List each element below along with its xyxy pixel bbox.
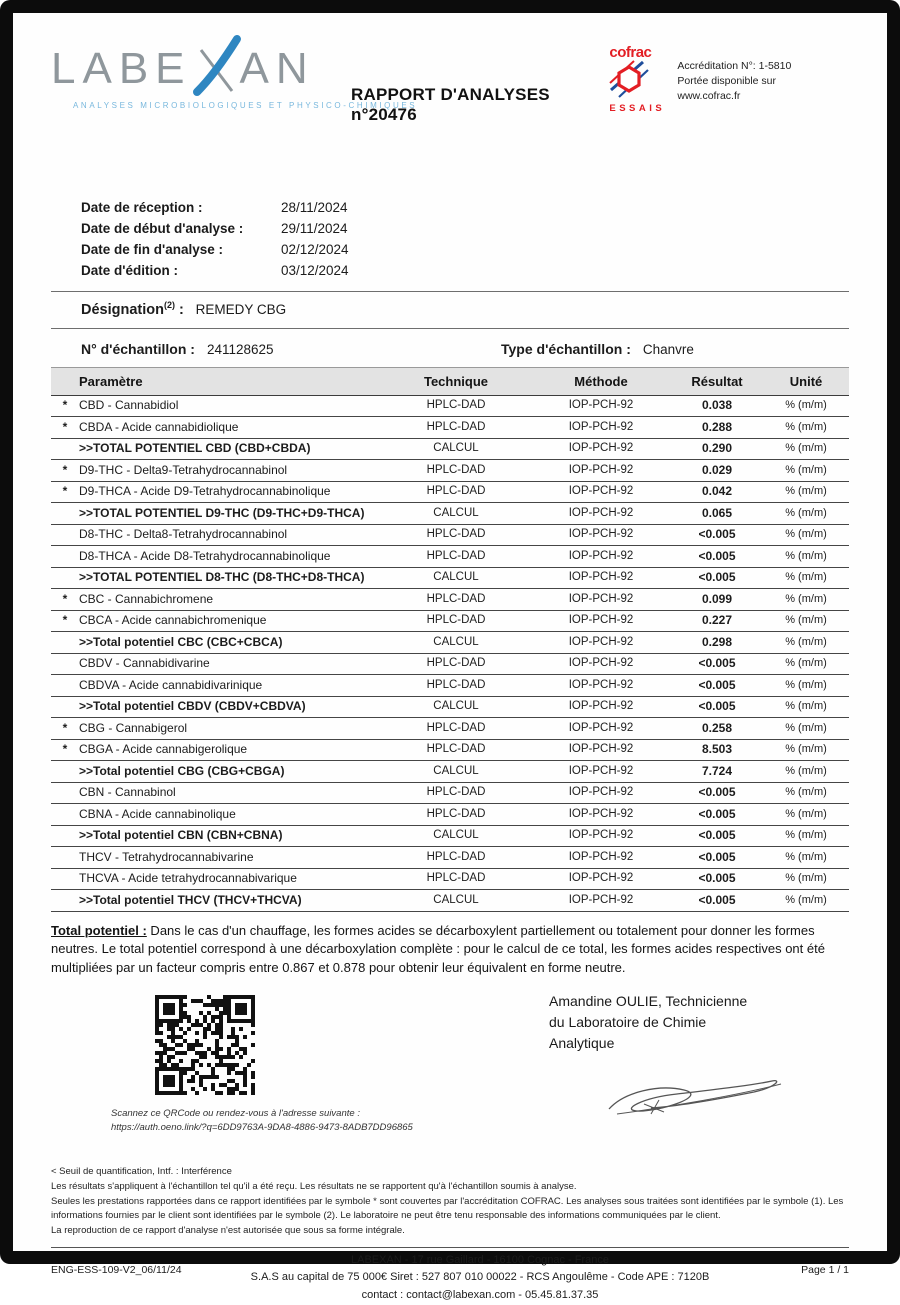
accredited-star: * (62, 742, 68, 757)
signatory-line2: du Laboratoire de Chimie (549, 1014, 707, 1031)
results-table (51, 367, 849, 912)
date-row (81, 239, 849, 260)
signature-scrawl (589, 1064, 839, 1124)
qr-url: https://auth.oeno.link/?q=6DD9763A-9DA8-4886-9473-8ADB7DD96865 (111, 1122, 413, 1134)
date-value: 03/12/2024 (281, 263, 349, 278)
unit-value: % (m/m) (785, 786, 827, 799)
parameter-name: D8-THC - Delta8-Tetrahydrocannabinol (79, 527, 288, 542)
accredited-star: * (62, 720, 68, 735)
technique-value: HPLC-DAD (426, 420, 486, 433)
technique-value: CALCUL (433, 764, 479, 777)
technique-value: HPLC-DAD (426, 463, 486, 476)
sample-row (81, 341, 849, 357)
cofrac-wordmark: cofrac (609, 44, 652, 61)
header (51, 37, 849, 155)
technique-value: HPLC-DAD (426, 786, 486, 799)
methode-value: IOP-PCH-92 (568, 614, 634, 627)
technique-value: HPLC-DAD (426, 872, 486, 885)
methode-value: IOP-PCH-92 (568, 678, 634, 691)
parameter-name: >>Total potentiel CBG (CBG+CBGA) (79, 763, 285, 778)
date-row (81, 260, 849, 281)
methode-value: IOP-PCH-92 (568, 829, 634, 842)
parameter-name: CBDA - Acide cannabidiolique (79, 419, 239, 434)
table-row (51, 890, 849, 912)
qr-signature-section (51, 991, 849, 1139)
cofrac-essais-label: ESSAIS (609, 103, 666, 114)
unit-value: % (m/m) (785, 506, 827, 519)
unit-value: % (m/m) (785, 592, 827, 605)
date-value: 29/11/2024 (281, 221, 348, 236)
result-value: 0.288 (701, 419, 733, 434)
parameter-name: CBDV - Cannabidivarine (79, 656, 210, 671)
result-value: <0.005 (698, 892, 736, 907)
methode-value: IOP-PCH-92 (568, 807, 634, 820)
technique-value: HPLC-DAD (426, 485, 486, 498)
accredited-star (51, 653, 75, 675)
accredited-star: * (62, 398, 68, 413)
technique-value: HPLC-DAD (426, 614, 486, 627)
technique-value: CALCUL (433, 700, 479, 713)
cofrac-url: www.cofrac.fr (677, 90, 741, 103)
methode-value: IOP-PCH-92 (568, 635, 634, 648)
cofrac-hexagon-icon (609, 60, 667, 103)
col-header-technique: Technique (423, 373, 489, 389)
table-row (51, 847, 849, 869)
accredited-star (51, 546, 75, 568)
methode-value: IOP-PCH-92 (568, 420, 634, 433)
table-row (51, 524, 849, 546)
technique-value: HPLC-DAD (426, 850, 486, 863)
date-label: Date de réception : (81, 200, 203, 215)
accredited-star (51, 503, 75, 525)
methode-value: IOP-PCH-92 (568, 528, 634, 541)
parameter-name: >>TOTAL POTENTIEL D8-THC (D8-THC+D8-THCA) (79, 570, 365, 585)
signatory-line3: Analytique (549, 1035, 615, 1052)
methode-value: IOP-PCH-92 (568, 592, 634, 605)
legal-line: < Seuil de quantification, Intf. : Interférence (51, 1166, 232, 1178)
table-row (51, 438, 849, 460)
accredited-star (51, 632, 75, 654)
result-value: 0.099 (701, 591, 733, 606)
labexan-logo-text (51, 44, 351, 93)
dates-block (81, 197, 849, 281)
methode-value: IOP-PCH-92 (568, 786, 634, 799)
legal-disclaimers (51, 1165, 849, 1239)
cofrac-accreditation-text (677, 45, 791, 114)
methode-value: IOP-PCH-92 (568, 721, 634, 734)
methode-value: IOP-PCH-92 (568, 571, 634, 584)
result-value: 0.038 (701, 398, 733, 413)
result-value: 0.258 (701, 720, 733, 735)
footer-divider (51, 1247, 849, 1248)
sample-number-value: 241128625 (206, 341, 274, 357)
result-value: 0.029 (701, 462, 733, 477)
accredited-star (51, 438, 75, 460)
unit-value: % (m/m) (785, 614, 827, 627)
unit-value: % (m/m) (785, 829, 827, 842)
table-row (51, 653, 849, 675)
col-header-resultat: Résultat (691, 373, 743, 389)
unit-value: % (m/m) (785, 764, 827, 777)
unit-value: % (m/m) (785, 700, 827, 713)
accredited-star (51, 567, 75, 589)
table-row (51, 481, 849, 503)
unit-value: % (m/m) (785, 721, 827, 734)
parameter-name: CBC - Cannabichromene (79, 591, 214, 606)
methode-value: IOP-PCH-92 (568, 893, 634, 906)
sample-type-value: Chanvre (642, 341, 694, 357)
methode-value: IOP-PCH-92 (568, 549, 634, 562)
parameter-name: D9-THCA - Acide D9-Tetrahydrocannabinolique (79, 484, 331, 499)
date-label: Date de fin d'analyse : (81, 242, 224, 257)
date-label: Date de début d'analyse : (81, 221, 244, 236)
designation-label: Désignation$^{(2)}$ : (81, 300, 184, 318)
parameter-name: >>Total potentiel CBDV (CBDV+CBDVA) (79, 699, 306, 714)
designation-value: REMEDY CBG (195, 301, 287, 317)
result-value: <0.005 (698, 828, 736, 843)
unit-value: % (m/m) (785, 485, 827, 498)
methode-value: IOP-PCH-92 (568, 764, 634, 777)
unit-value: % (m/m) (785, 850, 827, 863)
accredited-star (51, 804, 75, 826)
methode-value: IOP-PCH-92 (568, 850, 634, 863)
methode-value: IOP-PCH-92 (568, 743, 634, 756)
methode-value: IOP-PCH-92 (568, 700, 634, 713)
accredited-star: * (62, 419, 68, 434)
result-value: <0.005 (698, 548, 736, 563)
parameter-name: >>Total potentiel CBN (CBN+CBNA) (79, 828, 283, 843)
technique-value: HPLC-DAD (426, 678, 486, 691)
signatory-name (549, 991, 839, 1054)
col-header-unite: Unité (789, 373, 823, 389)
parameter-name: CBN - Cannabinol (79, 785, 176, 800)
technique-value: CALCUL (433, 506, 479, 519)
parameter-name: CBG - Cannabigerol (79, 720, 188, 735)
accredited-star: * (62, 462, 68, 477)
result-value: <0.005 (698, 785, 736, 800)
table-row (51, 868, 849, 890)
unit-value: % (m/m) (785, 872, 827, 885)
footer-contact-line: contact : contact@labexan.com - 05.45.81.37.35 (361, 1288, 599, 1301)
sample-number (81, 341, 501, 357)
table-row (51, 503, 849, 525)
unit-value: % (m/m) (785, 635, 827, 648)
parameter-name: D9-THC - Delta9-Tetrahydrocannabinol (79, 462, 288, 477)
table-row (51, 804, 849, 826)
table-row (51, 567, 849, 589)
technique-value: HPLC-DAD (426, 657, 486, 670)
unit-value: % (m/m) (785, 678, 827, 691)
date-row (81, 197, 849, 218)
methode-value: IOP-PCH-92 (568, 399, 634, 412)
methode-value: IOP-PCH-92 (568, 485, 634, 498)
result-value: <0.005 (698, 677, 736, 692)
table-row (51, 675, 849, 697)
result-value: 8.503 (701, 742, 733, 757)
result-value: <0.005 (698, 527, 736, 542)
unit-value: % (m/m) (785, 420, 827, 433)
accredited-star (51, 890, 75, 912)
legal-line: La reproduction de ce rapport d'analyse n'est autorisée que sous sa forme intégrale. (51, 1225, 405, 1237)
parameter-name: >>TOTAL POTENTIEL D9-THC (D9-THC+D9-THCA) (79, 505, 365, 520)
table-header-row (51, 367, 849, 395)
designation-row (81, 300, 849, 318)
technique-value: HPLC-DAD (426, 549, 486, 562)
technique-value: CALCUL (433, 829, 479, 842)
logo-tagline: ANALYSES MICROBIOLOGIQUES ET PHYSICO-CHIMIQUES (73, 101, 418, 110)
table-row (51, 610, 849, 632)
technique-value: HPLC-DAD (426, 721, 486, 734)
table-row (51, 417, 849, 439)
methode-value: IOP-PCH-92 (568, 657, 634, 670)
unit-value: % (m/m) (785, 463, 827, 476)
accredited-star (51, 524, 75, 546)
methode-value: IOP-PCH-92 (568, 872, 634, 885)
technique-value: HPLC-DAD (426, 743, 486, 756)
legal-line: Les résultats s'appliquent à l'échantillon tel qu'il a été reçu. Les résultats ne se rapportent qu'à l'échantillon soumis à analyse. (51, 1180, 577, 1192)
col-header-parametre: Paramètre (79, 373, 143, 389)
result-value: <0.005 (698, 849, 736, 864)
table-row (51, 761, 849, 783)
methode-value: IOP-PCH-92 (568, 463, 634, 476)
signatory-area (549, 991, 849, 1139)
qr-caption (111, 1107, 471, 1136)
sample-number-label: N° d'échantillon : (81, 340, 195, 357)
table-row (51, 696, 849, 718)
document-reference: ENG-ESS-109-V2_06/11/24 (51, 1263, 182, 1276)
result-value: 7.724 (701, 763, 733, 778)
date-value: 02/12/2024 (281, 242, 349, 257)
logo-x-swoosh-icon (194, 47, 238, 93)
parameter-name: CBGA - Acide cannabigerolique (79, 742, 248, 757)
technique-value: HPLC-DAD (426, 528, 486, 541)
technique-value: HPLC-DAD (426, 592, 486, 605)
result-value: <0.005 (698, 656, 736, 671)
parameter-name: CBNA - Acide cannabinolique (79, 806, 236, 821)
technique-value: CALCUL (433, 442, 479, 455)
page-number: Page 1 / 1 (801, 1263, 849, 1276)
result-value: 0.227 (701, 613, 733, 628)
result-value: 0.065 (701, 505, 733, 520)
unit-value: % (m/m) (785, 549, 827, 562)
table-row (51, 782, 849, 804)
parameter-name: CBDVA - Acide cannabidivarinique (79, 677, 263, 692)
parameter-name: THCV - Tetrahydrocannabivarine (79, 849, 254, 864)
accredited-star (51, 675, 75, 697)
qr-caption-line1: Scannez ce QRCode ou rendez-vous à l'adresse suivante : (111, 1108, 360, 1120)
footer-address-line1: LABEXAN - 17 rue Gaillard - 16100 Cognac - France (350, 1253, 610, 1266)
parameter-name: D8-THCA - Acide D8-Tetrahydrocannabinolique (79, 548, 331, 563)
footer-address-line2: S.A.S au capital de 75 000€ Siret : 527 807 010 00022 - RCS Angoulême - Code APE : 7120B (250, 1271, 710, 1284)
technique-value: HPLC-DAD (426, 807, 486, 820)
accreditation-number: Accréditation N°: 1-5810 (677, 60, 792, 72)
cofrac-block (609, 37, 849, 114)
unit-value: % (m/m) (785, 399, 827, 412)
result-value: <0.005 (698, 699, 736, 714)
result-value: 0.298 (701, 634, 733, 649)
dates-list (81, 197, 849, 281)
signatory-line1: Amandine OULIE, Technicienne (549, 993, 748, 1010)
table-row (51, 546, 849, 568)
date-row (81, 218, 849, 239)
unit-value: % (m/m) (785, 807, 827, 820)
table-row (51, 460, 849, 482)
accredited-star (51, 847, 75, 869)
divider-above-sample (51, 328, 849, 329)
col-header-methode: Méthode (574, 373, 628, 389)
unit-value: % (m/m) (785, 743, 827, 756)
table-row (51, 632, 849, 654)
accredited-star (51, 868, 75, 890)
result-value: <0.005 (698, 871, 736, 886)
table-row (51, 739, 849, 761)
methode-value: IOP-PCH-92 (568, 442, 634, 455)
qr-code (151, 991, 259, 1099)
table-row (51, 395, 849, 417)
cofrac-logo (609, 45, 667, 114)
sample-type-label: Type d'échantillon : (501, 340, 631, 357)
parameter-name: THCVA - Acide tetrahydrocannabivarique (79, 871, 297, 886)
parameter-name: >>Total potentiel THCV (THCV+THCVA) (79, 892, 302, 907)
result-value: <0.005 (698, 806, 736, 821)
date-value: 28/11/2024 (281, 200, 348, 215)
accredited-star: * (62, 484, 68, 499)
methode-value: IOP-PCH-92 (568, 506, 634, 519)
technique-value: CALCUL (433, 635, 479, 648)
accredited-star (51, 761, 75, 783)
accreditation-scope: Portée disponible sur (677, 75, 777, 88)
technique-value: HPLC-DAD (426, 399, 486, 412)
table-row (51, 589, 849, 611)
accredited-star (51, 825, 75, 847)
result-value: 0.290 (701, 441, 733, 456)
qr-area (111, 991, 471, 1139)
accredited-star: * (62, 591, 68, 606)
divider-above-designation (51, 291, 849, 292)
legal-line: Seules les prestations rapportées dans ce rapport identifiées par le symbole * sont couvertes par l'accréditation COFRAC. Les analyses sous traitées sont identifiées par le symbole (1). Les informations fournies par le client sont identifiées par le symbole (2). Le laboratoire ne peut être tenu responsable des informations communiquées par le client. (51, 1195, 844, 1222)
document (13, 13, 887, 1301)
technique-value: CALCUL (433, 571, 479, 584)
accredited-star (51, 782, 75, 804)
accredited-star: * (62, 613, 68, 628)
report-title: RAPPORT D'ANALYSES n°20476 (351, 85, 550, 124)
result-value: <0.005 (698, 570, 736, 585)
unit-value: % (m/m) (785, 657, 827, 670)
accredited-star (51, 696, 75, 718)
parameter-name: CBD - Cannabidiol (79, 398, 179, 413)
total-potentiel-note (51, 922, 849, 977)
designation-superscript: (2) (163, 300, 175, 310)
parameter-name: CBCA - Acide cannabichromenique (79, 613, 267, 628)
table-row (51, 718, 849, 740)
parameter-name: >>Total potentiel CBC (CBC+CBCA) (79, 634, 283, 649)
note-label: Total potentiel : (51, 922, 147, 938)
footer-address (221, 1252, 739, 1305)
parameter-name: >>TOTAL POTENTIEL CBD (CBD+CBDA) (79, 441, 311, 456)
results-table-body (51, 395, 849, 911)
table-row (51, 825, 849, 847)
sample-type (501, 341, 694, 357)
unit-value: % (m/m) (785, 571, 827, 584)
footer (51, 1252, 849, 1305)
date-label: Date d'édition : (81, 263, 178, 278)
unit-value: % (m/m) (785, 893, 827, 906)
note-text: Dans le cas d'un chauffage, les formes acides se décarboxylent partiellement ou totalement pour donner les formes neutres. Le total potentiel correspond à une décarboxylation complète : pour le calcul de ce total, les formes acides respectives ont été multipliées par un facteur compris entre 0.867 et 0.878 pour obtenir leur équivalent en forme neutre. (51, 922, 825, 975)
technique-value: CALCUL (433, 893, 479, 906)
result-value: 0.042 (701, 484, 733, 499)
unit-value: % (m/m) (785, 442, 827, 455)
logo-right-letters: AN (239, 44, 315, 93)
logo-left-letters: LABE (51, 44, 192, 93)
labexan-logo (51, 37, 418, 110)
unit-value: % (m/m) (785, 528, 827, 541)
